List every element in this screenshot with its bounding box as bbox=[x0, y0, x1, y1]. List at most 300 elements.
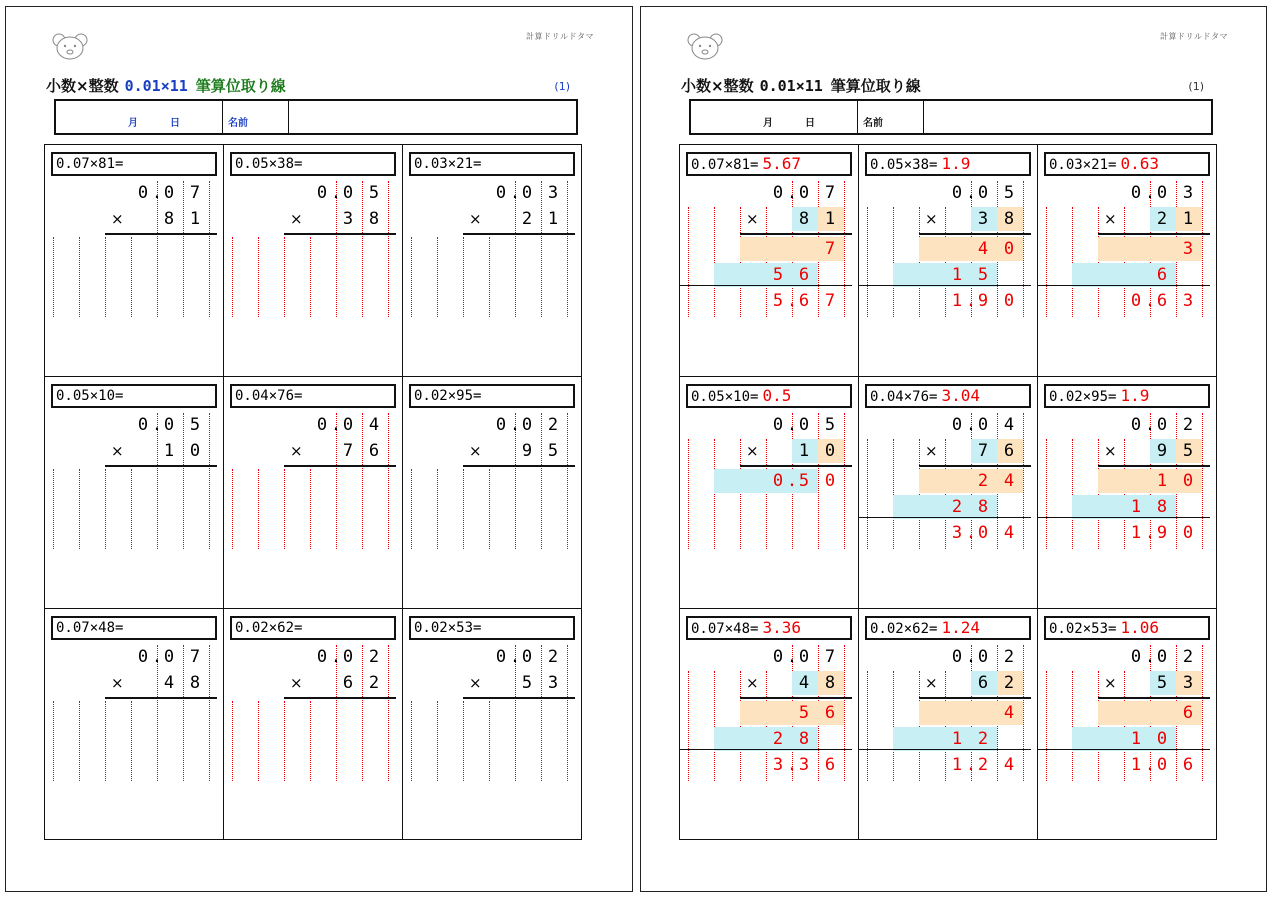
answer-grid bbox=[679, 144, 1217, 840]
place-guide-line bbox=[463, 469, 464, 549]
partial-product-digit: 3 bbox=[1182, 239, 1194, 259]
sum-rule bbox=[1038, 517, 1210, 518]
place-guide-line bbox=[1023, 181, 1024, 317]
place-guide-line bbox=[766, 439, 767, 549]
problem-expression-box bbox=[865, 384, 1031, 408]
multiplicand-digit: 7 bbox=[824, 183, 836, 203]
problem-expression-box bbox=[1044, 384, 1210, 408]
place-guide-line bbox=[209, 645, 210, 781]
product-rule bbox=[740, 697, 852, 699]
product-rule bbox=[105, 697, 217, 699]
decimal-point: . bbox=[1144, 291, 1156, 311]
place-guide-line bbox=[567, 413, 568, 549]
day-label: 日 bbox=[170, 118, 180, 129]
multiplier-digit: 3 bbox=[1182, 673, 1194, 693]
problem-expression-box bbox=[686, 152, 852, 176]
place-guide-line bbox=[53, 701, 54, 781]
multiplicand-digit: . bbox=[786, 647, 798, 667]
place-guide-line bbox=[740, 207, 741, 317]
decimal-point: . bbox=[965, 523, 977, 543]
product-rule bbox=[105, 233, 217, 235]
title-suffix: 筆算位取り線 bbox=[830, 77, 921, 95]
multiplicand-digit: 0 bbox=[137, 647, 149, 667]
worksheet-answer-page bbox=[640, 6, 1267, 892]
product-rule bbox=[463, 465, 575, 467]
place-guide-line bbox=[1046, 671, 1047, 781]
name-date-box bbox=[689, 99, 1213, 135]
problem-expression: 0.02×53= bbox=[414, 620, 482, 636]
place-guide-line bbox=[919, 439, 920, 549]
multiplier-digit: 8 bbox=[824, 673, 836, 693]
problem-expression-box bbox=[409, 152, 575, 176]
multiplicand-digit: . bbox=[509, 647, 521, 667]
sum-rule bbox=[859, 749, 1031, 750]
partial-product-digit: 0 bbox=[1156, 729, 1168, 749]
place-guide-line bbox=[844, 413, 845, 549]
name-label: 名前 bbox=[228, 118, 248, 129]
multiplier-digit: 8 bbox=[368, 209, 380, 229]
place-guide-line bbox=[79, 237, 80, 317]
multiplicand-digit: . bbox=[151, 415, 163, 435]
problem-cell bbox=[1038, 377, 1217, 609]
partial-product-digit: 1 bbox=[951, 265, 963, 285]
product-rule bbox=[1098, 697, 1210, 699]
place-guide-line bbox=[437, 469, 438, 549]
times-symbol: × bbox=[111, 442, 124, 460]
partial-product-digit: 4 bbox=[1003, 703, 1015, 723]
partial-product-digit: 1 bbox=[951, 729, 963, 749]
multiplicand-digit: 0 bbox=[342, 647, 354, 667]
product-rule bbox=[919, 233, 1031, 235]
place-guide-line bbox=[284, 701, 285, 781]
multiplicand-digit: 5 bbox=[189, 415, 201, 435]
worksheet-title bbox=[681, 75, 921, 96]
partial-product-digit: 0 bbox=[772, 471, 784, 491]
problem-cell bbox=[859, 609, 1038, 841]
times-symbol: × bbox=[746, 210, 759, 228]
multiplier-digit: 3 bbox=[342, 209, 354, 229]
multiplier-digit: 1 bbox=[189, 209, 201, 229]
final-product-digit: 0 bbox=[1003, 291, 1015, 311]
place-guide-line bbox=[131, 237, 132, 317]
final-product-digit: 9 bbox=[1156, 523, 1168, 543]
answer-value: 0.63 bbox=[1120, 154, 1159, 173]
multiplicand-digit: 0 bbox=[521, 647, 533, 667]
product-rule bbox=[463, 697, 575, 699]
final-product-digit: 0 bbox=[1156, 755, 1168, 775]
decimal-point: . bbox=[965, 755, 977, 775]
partial-product-digit: 7 bbox=[824, 239, 836, 259]
times-symbol: × bbox=[925, 674, 938, 692]
answer-value: 1.06 bbox=[1120, 618, 1159, 637]
times-symbol: × bbox=[469, 674, 482, 692]
multiplier-digit: 3 bbox=[547, 673, 559, 693]
divider bbox=[923, 101, 924, 133]
multiplicand-digit: 0 bbox=[316, 647, 328, 667]
place-guide-line bbox=[53, 469, 54, 549]
problem-cell bbox=[403, 377, 582, 609]
problem-cell bbox=[680, 609, 859, 841]
worksheet-problem-page bbox=[5, 6, 633, 892]
multiplicand-digit: 2 bbox=[1182, 415, 1194, 435]
multiplicand-digit: 7 bbox=[189, 183, 201, 203]
multiplicand-digit: 2 bbox=[368, 647, 380, 667]
multiplicand-digit: 0 bbox=[1130, 183, 1142, 203]
multiplicand-digit: 0 bbox=[798, 415, 810, 435]
final-product-digit: 0 bbox=[977, 523, 989, 543]
multiplier-digit: 8 bbox=[1003, 209, 1015, 229]
partial-product-digit: 0 bbox=[1182, 471, 1194, 491]
place-guide-line bbox=[131, 701, 132, 781]
partial-product-digit: 1 bbox=[1156, 471, 1168, 491]
brand-text: 計算ドリルドタマ bbox=[1160, 32, 1228, 41]
decimal-point: . bbox=[786, 755, 798, 775]
product-rule bbox=[1098, 233, 1210, 235]
times-symbol: × bbox=[290, 442, 303, 460]
multiplicand-digit: . bbox=[151, 183, 163, 203]
partial-product-digit: 8 bbox=[977, 497, 989, 517]
problem-expression-box bbox=[409, 616, 575, 640]
multiplicand-digit: 0 bbox=[1156, 647, 1168, 667]
problem-expression: 0.07×48= bbox=[691, 621, 759, 637]
place-guide-line bbox=[411, 701, 412, 781]
multiplicand-digit: 0 bbox=[495, 415, 507, 435]
multiplicand-digit: 2 bbox=[547, 647, 559, 667]
sum-rule bbox=[680, 749, 852, 750]
multiplicand-digit: 5 bbox=[368, 183, 380, 203]
multiplicand-digit: 4 bbox=[368, 415, 380, 435]
multiplicand-digit: 7 bbox=[824, 647, 836, 667]
multiplicand-digit: 0 bbox=[342, 415, 354, 435]
problem-expression: 0.02×95= bbox=[414, 388, 482, 404]
final-product-digit: 6 bbox=[798, 291, 810, 311]
place-guide-line bbox=[232, 701, 233, 781]
problem-expression-box bbox=[230, 384, 396, 408]
multiplicand-digit: . bbox=[330, 647, 342, 667]
decimal-point: . bbox=[965, 291, 977, 311]
final-product-digit: 4 bbox=[1003, 523, 1015, 543]
problem-expression: 0.05×38= bbox=[870, 157, 938, 173]
place-guide-line bbox=[79, 701, 80, 781]
partial-product-digit: 2 bbox=[951, 497, 963, 517]
multiplicand-digit: 0 bbox=[316, 415, 328, 435]
multiplicand-digit: 0 bbox=[1130, 415, 1142, 435]
problem-cell bbox=[1038, 145, 1217, 377]
place-guide-line bbox=[893, 439, 894, 549]
title-prefix: 小数×整数 bbox=[46, 77, 119, 95]
place-guide-line bbox=[388, 413, 389, 549]
multiplicand-digit: 5 bbox=[824, 415, 836, 435]
problem-cell bbox=[1038, 609, 1217, 841]
multiplier-digit: 6 bbox=[342, 673, 354, 693]
multiplier-digit: 9 bbox=[1156, 441, 1168, 461]
partial-product-digit: 1 bbox=[1130, 729, 1142, 749]
place-guide-line bbox=[1023, 645, 1024, 781]
place-guide-line bbox=[567, 181, 568, 317]
partial-product-digit: 5 bbox=[798, 471, 810, 491]
place-guide-line bbox=[1202, 413, 1203, 549]
problem-cell bbox=[403, 145, 582, 377]
brand-text: 計算ドリルドタマ bbox=[526, 32, 594, 41]
place-guide-line bbox=[258, 701, 259, 781]
problem-expression: 0.02×53= bbox=[1049, 621, 1117, 637]
product-rule bbox=[284, 465, 396, 467]
answer-value: 1.9 bbox=[1120, 386, 1150, 405]
multiplicand-digit: 0 bbox=[521, 415, 533, 435]
multiplicand-digit: 0 bbox=[772, 647, 784, 667]
place-guide-line bbox=[893, 671, 894, 781]
multiplier-digit: 7 bbox=[977, 441, 989, 461]
problem-cell bbox=[45, 609, 224, 841]
multiplicand-digit: 0 bbox=[163, 647, 175, 667]
times-symbol: × bbox=[290, 210, 303, 228]
place-guide-line bbox=[411, 469, 412, 549]
multiplicand-digit: 4 bbox=[1003, 415, 1015, 435]
place-guide-line bbox=[1098, 207, 1099, 317]
times-symbol: × bbox=[746, 442, 759, 460]
problem-expression-box bbox=[230, 152, 396, 176]
multiplicand-digit: . bbox=[965, 647, 977, 667]
place-guide-line bbox=[463, 701, 464, 781]
problem-expression-box bbox=[865, 152, 1031, 176]
multiplier-digit: 8 bbox=[163, 209, 175, 229]
bear-logo-icon bbox=[685, 31, 725, 61]
multiplicand-digit: 0 bbox=[521, 183, 533, 203]
multiplicand-digit: . bbox=[965, 415, 977, 435]
product-rule bbox=[1098, 465, 1210, 467]
partial-product-digit: 5 bbox=[798, 703, 810, 723]
place-guide-line bbox=[209, 413, 210, 549]
place-guide-line bbox=[388, 645, 389, 781]
place-guide-line bbox=[411, 237, 412, 317]
place-guide-line bbox=[258, 237, 259, 317]
multiplicand-digit: 0 bbox=[951, 647, 963, 667]
problem-expression: 0.02×62= bbox=[235, 620, 303, 636]
multiplicand-digit: 0 bbox=[798, 183, 810, 203]
partial-product-digit: 8 bbox=[798, 729, 810, 749]
multiplier-digit: 5 bbox=[547, 441, 559, 461]
product-rule bbox=[284, 697, 396, 699]
place-guide-line bbox=[867, 207, 868, 317]
place-guide-line bbox=[1098, 439, 1099, 549]
partial-product-digit: 8 bbox=[1156, 497, 1168, 517]
partial-product-digit: 5 bbox=[977, 265, 989, 285]
partial-product-digit: 2 bbox=[977, 471, 989, 491]
month-label: 月 bbox=[763, 118, 773, 129]
multiplicand-digit: 3 bbox=[1182, 183, 1194, 203]
place-guide-line bbox=[79, 469, 80, 549]
worksheet-title bbox=[46, 75, 286, 96]
problem-expression-box bbox=[686, 384, 852, 408]
problem-expression: 0.04×76= bbox=[870, 389, 938, 405]
final-product-digit: 0 bbox=[1130, 291, 1142, 311]
final-product-digit: 3 bbox=[798, 755, 810, 775]
partial-product-digit: 6 bbox=[824, 703, 836, 723]
problem-expression-box bbox=[865, 616, 1031, 640]
name-label: 名前 bbox=[863, 118, 883, 129]
place-guide-line bbox=[688, 439, 689, 549]
place-guide-line bbox=[489, 237, 490, 317]
name-date-box bbox=[54, 99, 578, 135]
problem-expression-box bbox=[1044, 152, 1210, 176]
final-product-digit: 4 bbox=[1003, 755, 1015, 775]
final-product-digit: 1 bbox=[1130, 755, 1142, 775]
final-product-digit: 6 bbox=[824, 755, 836, 775]
multiplicand-digit: . bbox=[151, 647, 163, 667]
multiplicand-digit: 0 bbox=[1130, 647, 1142, 667]
multiplicand-digit: 7 bbox=[189, 647, 201, 667]
place-guide-line bbox=[1046, 439, 1047, 549]
partial-product-digit: 0 bbox=[1003, 239, 1015, 259]
decimal-point: . bbox=[786, 291, 798, 311]
product-rule bbox=[740, 465, 852, 467]
multiplicand-digit: 0 bbox=[772, 183, 784, 203]
decimal-point: . bbox=[786, 471, 798, 491]
multiplicand-digit: . bbox=[1144, 183, 1156, 203]
place-guide-line bbox=[284, 237, 285, 317]
multiplicand-digit: 0 bbox=[951, 183, 963, 203]
final-product-digit: 7 bbox=[824, 291, 836, 311]
multiplicand-digit: 2 bbox=[1182, 647, 1194, 667]
multiplicand-digit: . bbox=[509, 183, 521, 203]
place-guide-line bbox=[1072, 207, 1073, 317]
place-guide-line bbox=[893, 207, 894, 317]
problem-cell bbox=[224, 377, 403, 609]
sum-rule bbox=[1038, 749, 1210, 750]
place-guide-line bbox=[258, 469, 259, 549]
place-guide-line bbox=[105, 469, 106, 549]
sum-rule bbox=[1038, 285, 1210, 286]
place-guide-line bbox=[844, 645, 845, 781]
page-number: (1) bbox=[554, 80, 570, 93]
place-guide-line bbox=[489, 469, 490, 549]
times-symbol: × bbox=[1104, 442, 1117, 460]
final-product-digit: 9 bbox=[977, 291, 989, 311]
times-symbol: × bbox=[1104, 210, 1117, 228]
problem-grid bbox=[44, 144, 582, 840]
multiplier-digit: 5 bbox=[1156, 673, 1168, 693]
partial-product-digit: 1 bbox=[1130, 497, 1142, 517]
place-guide-line bbox=[867, 671, 868, 781]
partial-product-digit: 0 bbox=[824, 471, 836, 491]
multiplier-digit: 2 bbox=[368, 673, 380, 693]
multiplicand-digit: 0 bbox=[951, 415, 963, 435]
multiplier-digit: 6 bbox=[368, 441, 380, 461]
partial-product-digit: 6 bbox=[1156, 265, 1168, 285]
times-symbol: × bbox=[925, 442, 938, 460]
multiplier-digit: 5 bbox=[1182, 441, 1194, 461]
place-guide-line bbox=[1202, 645, 1203, 781]
place-guide-line bbox=[919, 207, 920, 317]
decimal-point: . bbox=[1144, 523, 1156, 543]
place-guide-line bbox=[310, 237, 311, 317]
multiplicand-digit: 0 bbox=[1156, 183, 1168, 203]
place-guide-line bbox=[714, 671, 715, 781]
final-product-digit: 1 bbox=[1130, 523, 1142, 543]
partial-product-digit: 4 bbox=[1003, 471, 1015, 491]
problem-cell bbox=[45, 377, 224, 609]
problem-cell bbox=[224, 145, 403, 377]
place-guide-line bbox=[714, 439, 715, 549]
multiplier-digit: 6 bbox=[977, 673, 989, 693]
multiplier-digit: 4 bbox=[798, 673, 810, 693]
problem-cell bbox=[403, 609, 582, 841]
multiplicand-digit: . bbox=[1144, 415, 1156, 435]
place-guide-line bbox=[919, 671, 920, 781]
place-guide-line bbox=[740, 439, 741, 549]
place-guide-line bbox=[310, 701, 311, 781]
answer-value: 3.04 bbox=[941, 386, 980, 405]
answer-value: 5.67 bbox=[762, 154, 801, 173]
multiplicand-digit: 0 bbox=[772, 415, 784, 435]
divider bbox=[857, 101, 858, 133]
problem-cell bbox=[680, 377, 859, 609]
multiplicand-digit: 0 bbox=[977, 647, 989, 667]
product-rule bbox=[919, 465, 1031, 467]
final-product-digit: 1 bbox=[951, 755, 963, 775]
answer-value: 1.24 bbox=[941, 618, 980, 637]
sum-rule bbox=[859, 517, 1031, 518]
multiplier-digit: 1 bbox=[798, 441, 810, 461]
multiplicand-digit: . bbox=[965, 183, 977, 203]
problem-expression: 0.03×21= bbox=[1049, 157, 1117, 173]
final-product-digit: 6 bbox=[1156, 291, 1168, 311]
place-guide-line bbox=[232, 237, 233, 317]
answer-value: 1.9 bbox=[941, 154, 971, 173]
final-product-digit: 0 bbox=[1182, 523, 1194, 543]
partial-product-digit: 6 bbox=[798, 265, 810, 285]
problem-expression-box bbox=[51, 384, 217, 408]
problem-expression: 0.07×81= bbox=[56, 156, 124, 172]
multiplicand-digit: 0 bbox=[495, 647, 507, 667]
multiplier-digit: 1 bbox=[824, 209, 836, 229]
final-product-digit: 6 bbox=[1182, 755, 1194, 775]
place-guide-line bbox=[437, 237, 438, 317]
title-suffix: 筆算位取り線 bbox=[195, 77, 286, 95]
place-guide-line bbox=[310, 469, 311, 549]
place-guide-line bbox=[688, 207, 689, 317]
problem-expression: 0.02×62= bbox=[870, 621, 938, 637]
multiplier-digit: 5 bbox=[521, 673, 533, 693]
final-product-digit: 3 bbox=[772, 755, 784, 775]
partial-product-digit: 5 bbox=[772, 265, 784, 285]
multiplicand-digit: 0 bbox=[137, 183, 149, 203]
multiplier-digit: 8 bbox=[189, 673, 201, 693]
times-symbol: × bbox=[746, 674, 759, 692]
page-number: (1) bbox=[1188, 80, 1204, 93]
problem-expression: 0.02×95= bbox=[1049, 389, 1117, 405]
multiplicand-digit: 0 bbox=[977, 183, 989, 203]
problem-expression-box bbox=[230, 616, 396, 640]
final-product-digit: 2 bbox=[977, 755, 989, 775]
place-guide-line bbox=[1072, 439, 1073, 549]
title-range: 0.01×11 bbox=[759, 77, 823, 95]
multiplier-digit: 2 bbox=[1156, 209, 1168, 229]
multiplicand-digit: 0 bbox=[495, 183, 507, 203]
multiplicand-digit: 2 bbox=[1003, 647, 1015, 667]
multiplier-digit: 2 bbox=[1003, 673, 1015, 693]
problem-expression-box bbox=[51, 616, 217, 640]
sum-rule bbox=[859, 285, 1031, 286]
answer-value: 0.5 bbox=[762, 386, 792, 405]
multiplicand-digit: . bbox=[509, 415, 521, 435]
multiplicand-digit: 0 bbox=[798, 647, 810, 667]
place-guide-line bbox=[688, 671, 689, 781]
partial-product-digit: 2 bbox=[772, 729, 784, 749]
times-symbol: × bbox=[1104, 674, 1117, 692]
place-guide-line bbox=[437, 701, 438, 781]
multiplicand-digit: . bbox=[786, 183, 798, 203]
